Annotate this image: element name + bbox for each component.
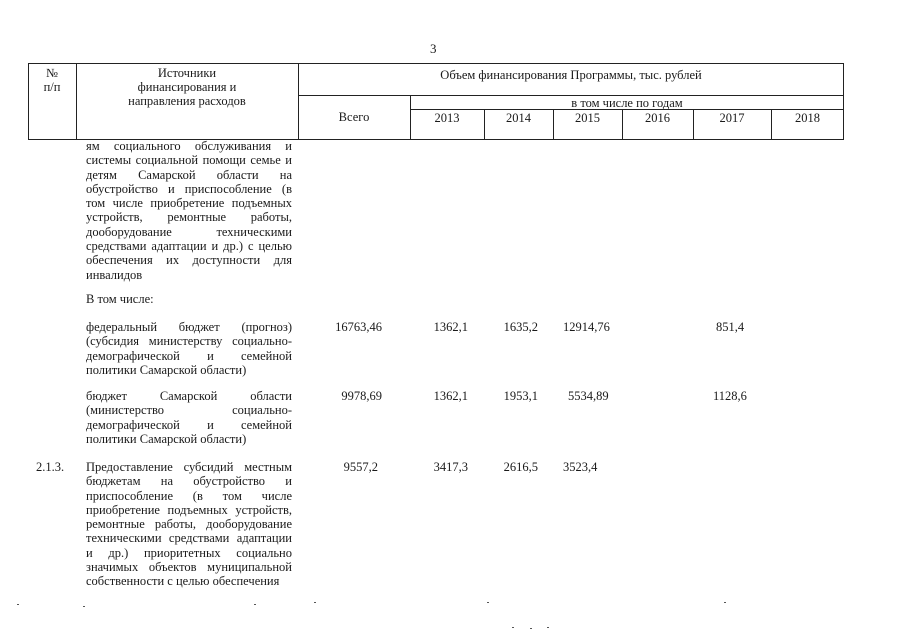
- scan-speck: [314, 602, 316, 603]
- cell-2013: 3417,3: [433, 460, 468, 474]
- row-source-text: ям социального обслуживания и системы социальной помощи семье и детям Самарской области на обустройство и приспособление (в том числе приобретение подъемных устройств, ремонтные работы, дооборудование техническими средствами адаптации и др.) с целью обеспечения их доступности для инвалидов: [86, 139, 292, 282]
- header-col-source: Источники финансирования и направления расходов: [128, 66, 246, 108]
- cell-total: 9557,2: [343, 460, 378, 474]
- scan-speck: [254, 604, 256, 605]
- scan-speck: [83, 606, 85, 607]
- header-col-total: Всего: [338, 110, 370, 124]
- cell-2013: 1362,1: [433, 320, 468, 334]
- header-year-2016: 2016: [645, 111, 670, 125]
- cell-total: 16763,46: [335, 320, 382, 334]
- header-year-2014: 2014: [506, 111, 531, 125]
- cell-2014: 1635,2: [503, 320, 538, 334]
- row-source-text: Предоставление субсидий местным бюджетам на обустройство и приспособление (в том числе приобретение подъемных устройств, ремонтные работы, дооборудование техническими средствами адаптации и др.) приоритетных социально значимых объектов муниципальной собственности с целью обеспечения: [86, 460, 292, 589]
- scan-speck: [512, 627, 514, 628]
- scan-speck: [530, 628, 532, 629]
- header-year-2013: 2013: [434, 111, 460, 125]
- cell-row-number: 2.1.3.: [36, 460, 65, 474]
- header-col-by-years: в том числе по годам: [571, 96, 683, 110]
- header-col-volume: Объем финансирования Программы, тыс. рублей: [440, 68, 702, 82]
- scan-speck: [487, 602, 489, 603]
- page-number: 3: [430, 41, 437, 56]
- cell-2017: 851,4: [716, 320, 745, 334]
- cell-2015: 5534,89: [568, 389, 609, 403]
- cell-total: 9978,69: [341, 389, 382, 403]
- row-source-text: В том числе:: [86, 292, 154, 306]
- cell-2015: 12914,76: [563, 320, 610, 334]
- cell-2014: 1953,1: [503, 389, 538, 403]
- header-year-2017: 2017: [719, 111, 745, 125]
- cell-2014: 2616,5: [503, 460, 538, 474]
- scan-speck: [724, 602, 726, 603]
- header-year-2015: 2015: [575, 111, 600, 125]
- row-source-text: федеральный бюджет (прогноз) (субсидия министерству социально-демографической и семейной политики Самарской области): [86, 320, 292, 377]
- scan-speck: [17, 604, 19, 605]
- scan-speck: [547, 627, 549, 628]
- row-source-text: бюджет Самарской области (министерство социально-демографической и семейной политики Самарской области): [86, 389, 292, 446]
- cell-2013: 1362,1: [433, 389, 468, 403]
- cell-2017: 1128,6: [713, 389, 747, 403]
- header-year-2018: 2018: [795, 111, 820, 125]
- header-col-number: № п/п: [43, 66, 61, 94]
- cell-2015: 3523,4: [563, 460, 598, 474]
